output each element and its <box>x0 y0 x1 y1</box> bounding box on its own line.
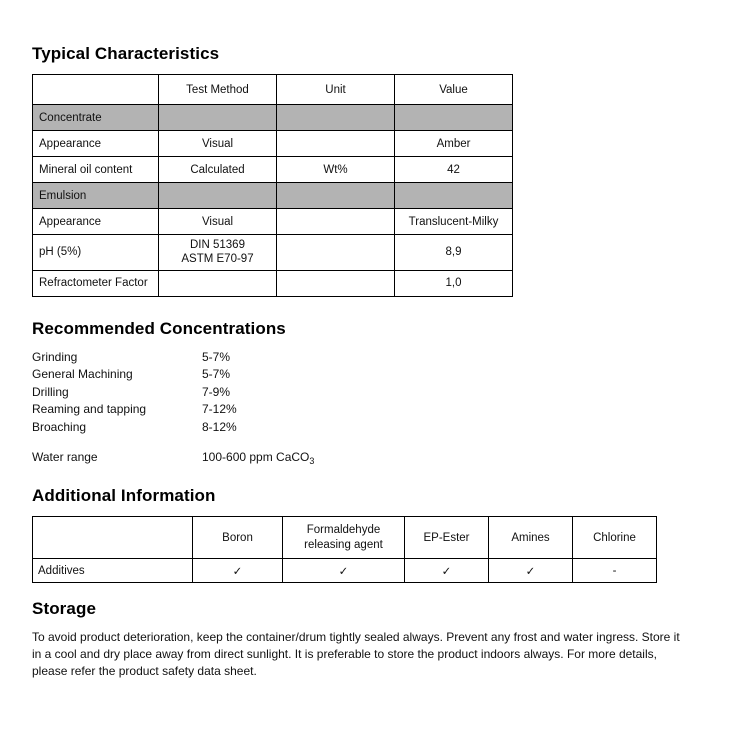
storage-title: Storage <box>32 599 96 619</box>
table-header-row <box>33 75 513 105</box>
water-range-label: Water range <box>32 450 98 465</box>
additional-information-title: Additional Information <box>32 486 216 506</box>
water-range-value <box>202 450 315 467</box>
application-name: Grinding <box>32 349 78 364</box>
list-item <box>32 419 711 437</box>
application-concentration: 7-9% <box>202 384 231 399</box>
cell-unit: Wt% <box>277 157 395 183</box>
cell-value: 42 <box>395 157 513 183</box>
storage-line-1: To avoid product deterioration, keep the container/drum tightly sealed always. Prevent any frost and water ingress. Store it <box>32 630 680 645</box>
cell-value: Amber <box>395 131 513 157</box>
cell-row-label: Refractometer Factor <box>33 270 159 296</box>
table-header-row <box>33 517 657 559</box>
cell-test-method <box>159 105 277 131</box>
table-row-additives <box>33 559 657 583</box>
cell-row-label: Appearance <box>33 131 159 157</box>
water-range-value-subscript: 3 <box>309 456 315 467</box>
table-row-mineral-oil-content <box>33 157 513 183</box>
cell-value <box>395 105 513 131</box>
table-row-appearance-emulsion <box>33 209 513 235</box>
column-header-boron: Boron <box>193 517 283 559</box>
cell-amines: ✓ <box>489 559 573 583</box>
recommended-concentrations-title: Recommended Concentrations <box>32 318 286 338</box>
application-name: Drilling <box>32 384 69 399</box>
cell-boron: ✓ <box>193 559 283 583</box>
cell-row-label: Appearance <box>33 209 159 235</box>
cell-ep-ester: ✓ <box>405 559 489 583</box>
column-header-blank <box>33 517 193 559</box>
cell-unit <box>277 270 395 296</box>
water-range-row <box>32 450 711 467</box>
column-header-blank <box>33 75 159 105</box>
additional-information-table <box>32 516 657 583</box>
column-header-test-method: Test Method <box>159 75 277 105</box>
table-row-refractometer-factor <box>33 270 513 296</box>
cell-row-label: Mineral oil content <box>33 157 159 183</box>
table-row-emulsion <box>33 183 513 209</box>
cell-unit <box>277 209 395 235</box>
cell-test-method: Visual <box>159 209 277 235</box>
cell-unit <box>277 235 395 271</box>
list-item <box>32 384 711 402</box>
storage-line-3: please refer the product safety data sheet. <box>32 664 257 679</box>
cell-test-method <box>159 270 277 296</box>
table-row-ph <box>33 235 513 271</box>
application-concentration: 5-7% <box>202 367 231 382</box>
cell-row-label: pH (5%) <box>33 235 159 271</box>
table-row-concentrate <box>33 105 513 131</box>
application-concentration: 8-12% <box>202 419 237 434</box>
cell-row-label: Concentrate <box>33 105 159 131</box>
cell-test-method <box>159 183 277 209</box>
list-item <box>32 349 711 367</box>
cell-value: 1,0 <box>395 270 513 296</box>
application-name: Reaming and tapping <box>32 402 147 417</box>
column-header-amines: Amines <box>489 517 573 559</box>
storage-line-2: in a cool and dry place away from direct sunlight. It is preferable to store the product indoors always. For more details, <box>32 647 657 662</box>
application-concentration: 5-7% <box>202 349 231 364</box>
cell-test-method: Visual <box>159 131 277 157</box>
cell-row-label: Additives <box>33 559 193 583</box>
table-row-appearance-concentrate <box>33 131 513 157</box>
cell-unit <box>277 105 395 131</box>
column-header-formaldehyde-releasing-agent: Formaldehyde releasing agent <box>283 517 405 559</box>
cell-unit <box>277 131 395 157</box>
cell-chlorine: - <box>573 559 657 583</box>
column-header-value: Value <box>395 75 513 105</box>
cell-value: Translucent-Milky <box>395 209 513 235</box>
column-header-chlorine: Chlorine <box>573 517 657 559</box>
list-item <box>32 366 711 384</box>
column-header-ep-ester: EP-Ester <box>405 517 489 559</box>
column-header-unit: Unit <box>277 75 395 105</box>
recommended-concentrations-list <box>32 349 711 437</box>
cell-test-method: DIN 51369 ASTM E70-97 <box>159 235 277 271</box>
water-range-value-text: 100-600 ppm CaCO <box>202 450 310 465</box>
cell-formaldehyde: ✓ <box>283 559 405 583</box>
application-name: General Machining <box>32 367 133 382</box>
application-concentration: 7-12% <box>202 402 237 417</box>
cell-value: 8,9 <box>395 235 513 271</box>
application-name: Broaching <box>32 419 87 434</box>
list-item <box>32 401 711 419</box>
storage-paragraph <box>32 629 704 680</box>
cell-row-label: Emulsion <box>33 183 159 209</box>
typical-characteristics-title: Typical Characteristics <box>32 44 220 63</box>
cell-value <box>395 183 513 209</box>
cell-unit <box>277 183 395 209</box>
cell-test-method: Calculated <box>159 157 277 183</box>
typical-characteristics-table <box>32 74 513 297</box>
